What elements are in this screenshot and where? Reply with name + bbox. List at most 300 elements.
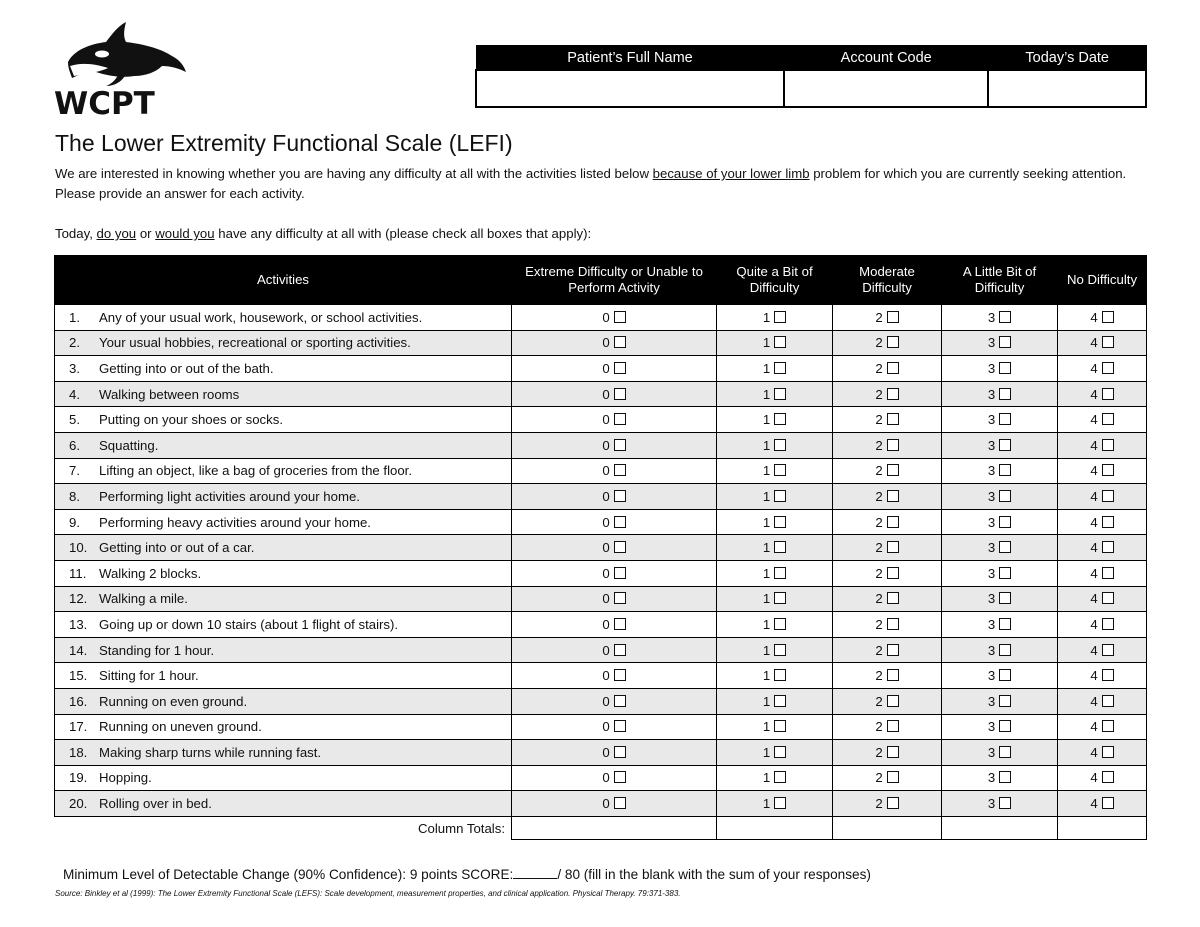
checkbox[interactable] [887,490,899,502]
activity-text: Getting into or out of the bath. [99,360,274,376]
score-option-cell [512,407,717,433]
score-option-cell [1058,740,1147,766]
score-value: 3 [987,642,996,658]
score-option-cell [717,407,833,433]
table-row [55,407,1147,433]
score-value: 1 [762,642,771,658]
score-value: 2 [875,360,883,376]
table-row [55,714,1147,740]
page-title: The Lower Extremity Functional Scale (LEFI) [55,130,513,156]
score-option-cell [512,714,717,740]
checkbox[interactable] [1102,644,1114,656]
activity-text: Walking 2 blocks. [99,565,202,581]
score-option-cell [512,458,717,484]
score-option-cell [942,612,1058,638]
checkbox[interactable] [774,413,786,425]
activity-text: Running on even ground. [99,693,248,709]
table-row [55,663,1147,689]
checkbox[interactable] [614,490,626,502]
score-value: 4 [1090,770,1098,786]
checkbox[interactable] [887,720,899,732]
score-value: 2 [875,540,883,556]
checkbox[interactable] [1102,618,1114,630]
checkbox[interactable] [999,516,1011,528]
score-value: 2 [875,309,883,325]
checkbox[interactable] [999,439,1011,451]
score-option-cell [942,407,1058,433]
checkbox[interactable] [614,388,626,400]
score-value: 3 [987,770,996,786]
score-value: 0 [602,591,610,607]
score-option-cell [717,356,833,382]
intro-text: We are interested in knowing whether you are having any difficulty at all with the activities listed below because of your lower limb problem for which you are currently seeking attention. Please provide an answer for each activity. [55,166,1127,201]
score-option-cell [942,356,1058,382]
score-option-cell [833,586,942,612]
score-option-cell [1058,791,1147,817]
checkbox[interactable] [887,362,899,374]
score-option-cell [1058,637,1147,663]
checkbox[interactable] [999,644,1011,656]
score-option-cell [942,688,1058,714]
checkbox[interactable] [1102,362,1114,374]
score-value: 3 [987,565,996,581]
checkbox[interactable] [614,644,626,656]
score-value: 0 [602,719,610,735]
activity-cell [55,305,512,331]
score-value: 1 [762,463,771,479]
wcpt-logo [54,22,189,122]
activity-number: 2. [69,335,80,351]
column-total-0[interactable] [512,816,717,839]
activity-text: Walking a mile. [99,591,188,607]
score-option-cell [512,509,717,535]
score-value: 0 [602,463,610,479]
checkbox[interactable] [999,311,1011,323]
score-value: 2 [875,335,883,351]
score-option-cell [833,330,942,356]
checkbox[interactable] [999,746,1011,758]
score-option-cell [833,381,942,407]
checkbox[interactable] [887,618,899,630]
score-option-cell [512,612,717,638]
checkbox[interactable] [1102,592,1114,604]
score-option-cell [1058,688,1147,714]
checkbox[interactable] [774,797,786,809]
score-option-cell [512,688,717,714]
activity-cell [55,484,512,510]
checkbox[interactable] [999,771,1011,783]
checkbox[interactable] [1102,797,1114,809]
score-option-cell [1058,356,1147,382]
checkbox[interactable] [614,746,626,758]
score-value: 3 [987,744,996,760]
account-code-field[interactable] [784,70,988,107]
todays-date-header: Today’s Date [988,46,1146,71]
score-option-cell [717,330,833,356]
activity-number: 16. [69,693,88,709]
score-value: 2 [875,463,883,479]
checkbox[interactable] [999,592,1011,604]
score-value: 0 [602,796,610,812]
checkbox[interactable] [774,567,786,579]
checkbox[interactable] [614,567,626,579]
checkbox[interactable] [1102,669,1114,681]
activity-text: Hopping. [99,770,152,786]
activity-text: Going up or down 10 stairs (about 1 flight of stairs). [99,616,399,632]
activity-text: Standing for 1 hour. [99,642,215,658]
score-option-cell [512,356,717,382]
score-option-cell [512,663,717,689]
table-row [55,484,1147,510]
checkbox[interactable] [774,336,786,348]
activity-number: 14. [69,642,88,658]
score-option-cell [833,688,942,714]
activity-number: 20. [69,796,88,812]
checkbox[interactable] [614,413,626,425]
score-value: 4 [1090,309,1098,325]
score-option-cell [833,484,942,510]
score-value: 3 [987,386,996,402]
score-option-cell [717,458,833,484]
column-totals-label: Column Totals: [55,816,512,839]
score-option-cell [833,791,942,817]
score-option-cell [717,484,833,510]
checkbox[interactable] [1102,388,1114,400]
score-option-cell [717,637,833,663]
score-option-cell [833,535,942,561]
score-value: 1 [762,514,771,530]
checkbox[interactable] [887,311,899,323]
score-value: 0 [602,668,610,684]
score-value: 2 [875,565,883,581]
checkbox[interactable] [887,567,899,579]
checkbox[interactable] [774,388,786,400]
score-value: 2 [875,616,883,632]
checkbox[interactable] [774,720,786,732]
score-value: 3 [987,463,996,479]
score-option-cell [833,407,942,433]
checkbox[interactable] [774,490,786,502]
checkbox[interactable] [999,669,1011,681]
score-option-cell [942,305,1058,331]
checkbox[interactable] [1102,439,1114,451]
score-option-cell [717,765,833,791]
checkbox[interactable] [614,362,626,374]
checkbox[interactable] [887,771,899,783]
score-option-cell [1058,765,1147,791]
score-option-cell [942,663,1058,689]
score-option-cell [833,356,942,382]
activity-number: 8. [69,488,80,504]
activity-number: 6. [69,437,80,453]
checkbox[interactable] [614,311,626,323]
checkbox[interactable] [614,771,626,783]
checkbox[interactable] [999,464,1011,476]
checkbox[interactable] [1102,567,1114,579]
activity-cell [55,381,512,407]
activity-number: 9. [69,514,80,530]
activity-cell [55,612,512,638]
checkbox[interactable] [1102,516,1114,528]
checkbox[interactable] [887,516,899,528]
checkbox[interactable] [887,439,899,451]
checkbox[interactable] [1102,771,1114,783]
activity-number: 11. [69,565,87,581]
checkbox[interactable] [614,797,626,809]
activity-cell [55,330,512,356]
score-blank[interactable] [513,866,557,879]
checkbox[interactable] [1102,720,1114,732]
checkbox[interactable] [614,336,626,348]
activity-number: 13. [69,616,88,632]
activity-text: Sitting for 1 hour. [99,668,199,684]
activity-number: 5. [69,412,80,428]
checkbox[interactable] [1102,695,1114,707]
activity-number: 15. [69,668,88,684]
activity-number: 12. [69,591,88,607]
checkbox[interactable] [999,797,1011,809]
checkbox[interactable] [999,541,1011,553]
score-value: 4 [1090,488,1098,504]
score-value: 0 [602,360,610,376]
score-value: 1 [762,540,771,556]
activity-number: 1. [69,309,80,325]
score-option-cell [512,586,717,612]
score-option-cell [717,791,833,817]
score-option-cell [833,740,942,766]
score-option-cell [1058,330,1147,356]
quite-a-bit-header: Quite a Bit of Difficulty [717,256,833,305]
patient-info-table [475,45,1147,108]
checkbox[interactable] [999,618,1011,630]
checkbox[interactable] [887,592,899,604]
checkbox[interactable] [1102,541,1114,553]
checkbox[interactable] [774,771,786,783]
checkbox[interactable] [774,644,786,656]
score-option-cell [942,586,1058,612]
checkbox[interactable] [999,388,1011,400]
activity-cell [55,765,512,791]
checkbox[interactable] [774,464,786,476]
checkbox[interactable] [887,669,899,681]
score-value: 4 [1090,514,1098,530]
checkbox[interactable] [887,388,899,400]
score-value: 3 [987,591,996,607]
score-option-cell [833,560,942,586]
score-value: 1 [762,437,771,453]
score-option-cell [512,381,717,407]
activity-text: Performing light activities around your home. [99,488,360,504]
score-value: 2 [875,412,883,428]
score-option-cell [1058,714,1147,740]
checkbox[interactable] [1102,413,1114,425]
patient-name-field[interactable] [476,70,784,107]
table-row [55,586,1147,612]
source-citation: Source: Binkley et al (1999): The Lower Extremity Functional Scale (LEFS): Scale development, measurement properties, and clinical application. Physical Therapy. 79:371-383. [55,889,681,898]
checkbox[interactable] [774,311,786,323]
column-total-2[interactable] [833,816,942,839]
score-value: 0 [602,693,610,709]
checkbox[interactable] [999,490,1011,502]
score-value: 3 [987,360,996,376]
checkbox[interactable] [1102,490,1114,502]
checkbox[interactable] [887,541,899,553]
activity-text: Getting into or out of a car. [99,540,255,556]
score-value: 2 [875,719,883,735]
patient-name-header: Patient’s Full Name [476,46,784,71]
checkbox[interactable] [614,592,626,604]
checkbox[interactable] [887,644,899,656]
column-total-1[interactable] [717,816,833,839]
checkbox[interactable] [887,336,899,348]
score-value: 4 [1090,719,1098,735]
activity-cell [55,432,512,458]
score-value: 0 [602,744,610,760]
checkbox[interactable] [887,413,899,425]
checkbox[interactable] [999,695,1011,707]
checkbox[interactable] [614,541,626,553]
activity-cell [55,714,512,740]
checkbox[interactable] [774,695,786,707]
account-code-header: Account Code [784,46,988,71]
column-total-4[interactable] [1058,816,1147,839]
score-value: 0 [602,386,610,402]
checkbox[interactable] [999,413,1011,425]
score-value: 3 [987,514,996,530]
checkbox[interactable] [614,669,626,681]
activity-number: 10. [69,540,88,556]
score-option-cell [512,432,717,458]
score-value: 0 [602,488,610,504]
checkbox[interactable] [887,695,899,707]
checkbox[interactable] [774,592,786,604]
checkbox[interactable] [614,618,626,630]
table-row [55,381,1147,407]
score-value: 2 [875,437,883,453]
score-value: 4 [1090,668,1098,684]
activity-text: Putting on your shoes or socks. [99,412,283,428]
score-option-cell [512,791,717,817]
score-option-cell [512,740,717,766]
activity-number: 3. [69,360,80,376]
score-option-cell [717,535,833,561]
score-option-cell [942,330,1058,356]
score-option-cell [717,740,833,766]
activity-cell [55,688,512,714]
score-value: 4 [1090,796,1098,812]
table-row [55,509,1147,535]
checkbox[interactable] [774,362,786,374]
score-option-cell [717,663,833,689]
score-value: 0 [602,565,610,581]
todays-date-field[interactable] [988,70,1146,107]
checkbox[interactable] [999,720,1011,732]
checkbox[interactable] [614,464,626,476]
activity-text: Lifting an object, like a bag of groceries from the floor. [99,463,413,479]
score-option-cell [717,432,833,458]
score-value: 4 [1090,565,1098,581]
checkbox[interactable] [999,362,1011,374]
score-value: 1 [762,360,771,376]
checkbox[interactable] [887,464,899,476]
checkbox[interactable] [1102,311,1114,323]
checkbox[interactable] [1102,336,1114,348]
logo-text: WCPT [54,86,155,122]
checkbox[interactable] [887,797,899,809]
score-value: 1 [762,616,771,632]
score-option-cell [833,663,942,689]
checkbox[interactable] [999,567,1011,579]
checkbox[interactable] [614,695,626,707]
checkbox[interactable] [614,720,626,732]
activity-text: Rolling over in bed. [99,796,212,812]
checkbox[interactable] [774,439,786,451]
score-option-cell [512,305,717,331]
checkbox[interactable] [1102,746,1114,758]
score-value: 2 [875,770,883,786]
checkbox[interactable] [774,746,786,758]
activity-cell [55,637,512,663]
score-value: 0 [602,514,610,530]
checkbox[interactable] [1102,464,1114,476]
activity-number: 18. [69,744,88,760]
score-option-cell [1058,663,1147,689]
checkbox[interactable] [774,669,786,681]
score-value: 3 [987,668,996,684]
score-value: 4 [1090,386,1098,402]
checkbox[interactable] [999,336,1011,348]
checkbox[interactable] [774,541,786,553]
activity-text: Squatting. [99,437,159,453]
activity-cell [55,740,512,766]
score-value: 2 [875,386,883,402]
table-row [55,458,1147,484]
activity-text: Your usual hobbies, recreational or sporting activities. [99,335,411,351]
table-row [55,535,1147,561]
activity-text: Making sharp turns while running fast. [99,744,322,760]
score-value: 2 [875,591,883,607]
checkbox[interactable] [774,618,786,630]
score-value: 4 [1090,591,1098,607]
checkbox[interactable] [614,439,626,451]
activity-number: 4. [69,386,80,402]
checkbox[interactable] [614,516,626,528]
checkbox[interactable] [774,516,786,528]
column-total-3[interactable] [942,816,1058,839]
score-option-cell [1058,407,1147,433]
checkbox[interactable] [887,746,899,758]
score-option-cell [1058,458,1147,484]
score-option-cell [717,509,833,535]
score-value: 1 [762,386,771,402]
table-row [55,688,1147,714]
table-row [55,791,1147,817]
little-bit-header: A Little Bit of Difficulty [942,256,1058,305]
score-option-cell [512,765,717,791]
score-option-cell [942,791,1058,817]
score-value: 4 [1090,360,1098,376]
score-option-cell [1058,560,1147,586]
table-row [55,356,1147,382]
score-value: 4 [1090,744,1098,760]
table-row [55,612,1147,638]
score-value: 1 [762,335,771,351]
score-value: 2 [875,514,883,530]
score-option-cell [942,765,1058,791]
score-value: 1 [762,488,771,504]
score-option-cell [1058,586,1147,612]
score-option-cell [1058,381,1147,407]
